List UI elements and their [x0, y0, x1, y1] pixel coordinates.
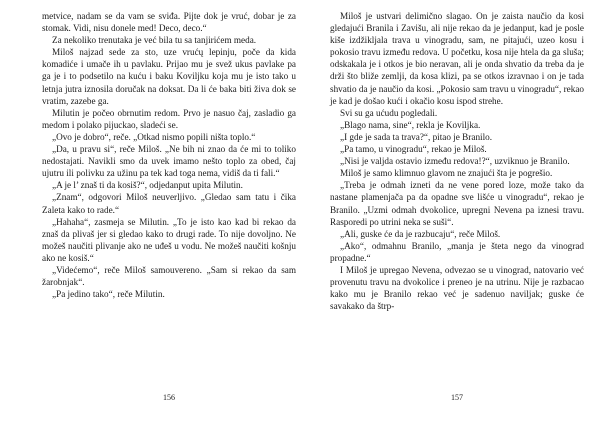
paragraph: „Hahaha“, zasmeja se Milutin. „To je isto kao kad bi rekao da znaš da plivaš jer si gledao kako to drugi rade. To nije dovoljno. Ne možeš naučiti plivanje ako ne uđeš u vodu. Ne možeš naučiti košnju ako ne kosiš.“ [42, 216, 296, 263]
paragraph: metvice, nadam se da vam se sviđa. Pijte dok je vruć, dobar je za stomak. Vidi, nisu donele med! Deco, deco.“ [42, 11, 296, 34]
left-page [42, 10, 296, 414]
paragraph: Miloš je ustvari delimično slagao. On je zaista naučio da kosi gledajući Branila i Zavišu, ali nije rekao da je jedanput, kad je posle kiše izdžikljala trava u vinogradu, sam, ne pitajući, uzeo kosu i pokosio travu između redova. U početku, kosa nije htela da ga sluša; odskakala je i otkos je bio neravan, ali je onda shvatio da treba da je drži što bliže zemlji, da kosa klizi, pa se otkos izravnao i on je tada shvatio da je naučio da kosi. „Pokosio sam travu u vinogradu“, rekao je kad je došao kući i okačio kosu ispod strehe. [330, 11, 584, 106]
paragraph: Miloš najzad sede za sto, uze vrućų lepinju, poče da kida komadiće i umače ih u pavlaku. Prijao mu je svež ukus pavlake pa ga je i to podsetilo na kuću i baku Koviljku koja mu je isto tako u letnja jutra iznosila doručak na doksat. Da li će baka biti živa dok se vratim, zazebe ga. [42, 47, 296, 106]
paragraph: „Ovo je dobro“, reče. „Otkad nismo popili ništa toplo.“ [52, 131, 256, 142]
paragraph: „Blago nama, sine“, rekla je Koviljka. [340, 119, 481, 130]
paragraph: Milutin je počeo obrnutim redom. Prvo je nasuo čaj, zasladio ga medom i polako pijuckao, sladeći se. [42, 107, 296, 130]
paragraph: „Ako“, odmahnu Branilo, „manja je šteta nego da vinograd propadne.“ [330, 240, 584, 263]
paragraph: „Znam“, odgovori Miloš neuverljivo. „Gledao sam tatu i čika Zaleta kako to rade.“ [42, 192, 296, 215]
paragraph: „Ali, guske će da je razbucaju“, reče Miloš. [340, 228, 501, 239]
right-page-number: 157 [451, 393, 463, 402]
left-page-text [42, 10, 296, 300]
paragraph: „Pa jedino tako“, reče Milutin. [52, 289, 165, 300]
paragraph: Za nekoliko trenutaka je već bila tu sa tanjirićem meda. [52, 35, 257, 46]
paragraph: „Treba je odmah izneti da ne vene pored loze, može tako da nastane plamenjača pa da opadne sve lišće u vinogradu“, rekao je Branilo. „Uzmi odmah dvokolice, upregni Nevena pa iznesi travu. Rasporedi po utrini neka se suši“. [330, 180, 584, 227]
right-page-text [330, 10, 584, 312]
paragraph: Svi su ga ućudu pogledali. [340, 107, 438, 118]
paragraph: I Miloš je upregao Nevena, odvezao se u vinograd, natovario već provenutu travu na dvokolice i preneo je na utrinu. Nije je razbacao kako mu je Branilo rekao već je sadenuo naviljak; guske će savakako da štrp- [330, 264, 584, 312]
left-page-number: 156 [163, 393, 175, 402]
paragraph: „Videćemo“, reče Miloš samouvereno. „Sam si rekao da sam žarobnjak“. [42, 264, 296, 288]
paragraph: Miloš je samo klimnuo glavom ne znajući šta je pogrešio. [340, 168, 553, 179]
paragraph: „Nisi je valjda ostavio između redova!?“, uzviknuo je Branilo. [340, 156, 570, 167]
right-page [330, 10, 584, 414]
paragraph: „Pa tamo, u vinogradu“, rekao je Miloš. [340, 144, 487, 155]
paragraph: „A je l’ znaš ti da kosiš?“, odjedanput upita Milutin. [52, 180, 243, 191]
paragraph: „I gde je sada ta trava?“, pitao je Branilo. [340, 131, 493, 142]
paragraph: „Da, u pravu si“, reče Miloš. „Ne bih ni znao da će mi to toliko nedostajati. Navikli smo da uvek imamo nešto toplo za obed, čaj ujutru ili polivku za užinu pa tek kad toga nema, vidiš da ti fali.“ [42, 144, 296, 179]
